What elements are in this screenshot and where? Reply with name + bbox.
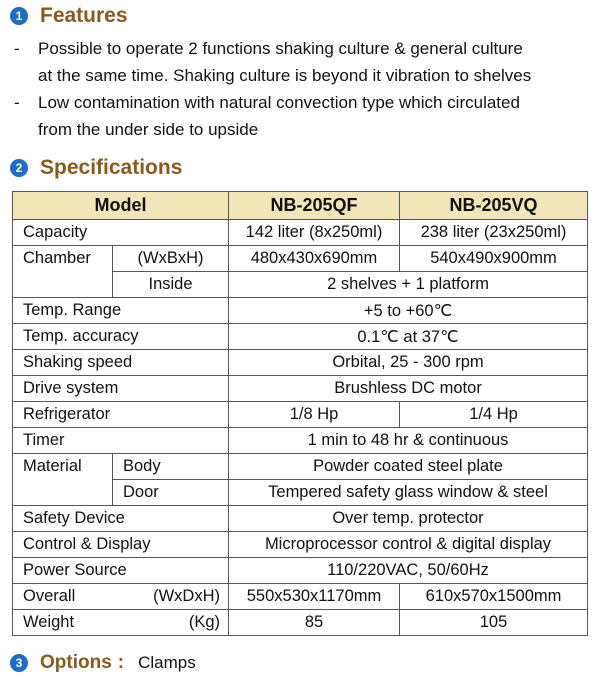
table-row — [13, 610, 588, 636]
cell-value: 142 liter (8x250ml) — [229, 220, 400, 246]
row-label: Chamber — [13, 246, 113, 272]
table-row — [13, 558, 588, 584]
row-unit: (WxDxH) — [113, 584, 229, 610]
row-label-empty — [13, 480, 113, 506]
table-row — [13, 506, 588, 532]
cell-value: 105 — [400, 610, 588, 636]
row-sublabel: Body — [113, 454, 229, 480]
options-value: Clamps — [138, 653, 196, 672]
table-row — [13, 324, 588, 350]
specifications-heading — [10, 156, 182, 180]
row-sublabel: (WxBxH) — [113, 246, 229, 272]
row-label: Power Source — [13, 558, 229, 584]
features-title: Features — [40, 4, 128, 27]
feature-bullet-2 — [14, 89, 520, 143]
cell-value: Tempered safety glass window & steel — [229, 480, 588, 506]
row-sublabel: Door — [113, 480, 229, 506]
table-row — [13, 350, 588, 376]
cell-value: 1 min to 48 hr & continuous — [229, 428, 588, 454]
row-label-empty — [13, 272, 113, 298]
cell-value: 110/220VAC, 50/60Hz — [229, 558, 588, 584]
bullet-line: Low contamination with natural convection type which circulated — [38, 93, 520, 112]
cell-value: Orbital, 25 - 300 rpm — [229, 350, 588, 376]
row-label: Refrigerator — [13, 402, 229, 428]
cell-value: 1/8 Hp — [229, 402, 400, 428]
section-number-badge: 2 — [10, 159, 28, 177]
bullet-line: at the same time. Shaking culture is beyond it vibration to shelves — [38, 66, 532, 85]
table-header-row — [13, 192, 588, 220]
table-row — [13, 584, 588, 610]
cell-value: 238 liter (23x250ml) — [400, 220, 588, 246]
row-label: Capacity — [13, 220, 229, 246]
cell-value: +5 to +60℃ — [229, 298, 588, 324]
row-label: Drive system — [13, 376, 229, 402]
options-heading — [10, 652, 196, 674]
table-row — [13, 272, 588, 298]
row-label: Temp. accuracy — [13, 324, 229, 350]
table-row — [13, 298, 588, 324]
table-row — [13, 402, 588, 428]
header-model-1: NB-205QF — [229, 192, 400, 220]
cell-value: Powder coated steel plate — [229, 454, 588, 480]
cell-value: 550x530x1170mm — [229, 584, 400, 610]
cell-value: 2 shelves + 1 platform — [229, 272, 588, 298]
cell-value: Brushless DC motor — [229, 376, 588, 402]
row-sublabel: Inside — [113, 272, 229, 298]
table-row — [13, 428, 588, 454]
cell-value: 85 — [229, 610, 400, 636]
row-label: Weight — [13, 610, 113, 636]
row-label: Overall — [13, 584, 113, 610]
table-row — [13, 532, 588, 558]
cell-value: 540x490x900mm — [400, 246, 588, 272]
options-colon: : — [117, 652, 125, 673]
bullet-line: from the under side to upside — [38, 120, 259, 139]
cell-value: Microprocessor control & digital display — [229, 532, 588, 558]
cell-value: 0.1℃ at 37℃ — [229, 324, 588, 350]
specifications-table — [12, 191, 588, 636]
options-title: Options — [40, 652, 112, 673]
cell-value: 480x430x690mm — [229, 246, 400, 272]
row-label: Shaking speed — [13, 350, 229, 376]
table-row — [13, 246, 588, 272]
bullet-line: Possible to operate 2 functions shaking culture & general culture — [38, 39, 523, 58]
row-label: Material — [13, 454, 113, 480]
cell-value: 610x570x1500mm — [400, 584, 588, 610]
table-row — [13, 454, 588, 480]
cell-value: 1/4 Hp — [400, 402, 588, 428]
feature-bullet-1 — [14, 35, 531, 89]
features-heading — [10, 4, 128, 28]
row-label: Control & Display — [13, 532, 229, 558]
section-number-badge: 3 — [10, 654, 28, 672]
row-label: Temp. Range — [13, 298, 229, 324]
specifications-title: Specifications — [40, 156, 183, 179]
table-row — [13, 220, 588, 246]
bullet-dash: - — [14, 93, 20, 112]
row-label: Timer — [13, 428, 229, 454]
table-row — [13, 480, 588, 506]
row-label: Safety Device — [13, 506, 229, 532]
header-model-2: NB-205VQ — [400, 192, 588, 220]
bullet-dash: - — [14, 39, 20, 58]
header-model: Model — [13, 192, 229, 220]
table-row — [13, 376, 588, 402]
row-unit: (Kg) — [113, 610, 229, 636]
cell-value: Over temp. protector — [229, 506, 588, 532]
section-number-badge: 1 — [10, 7, 28, 25]
